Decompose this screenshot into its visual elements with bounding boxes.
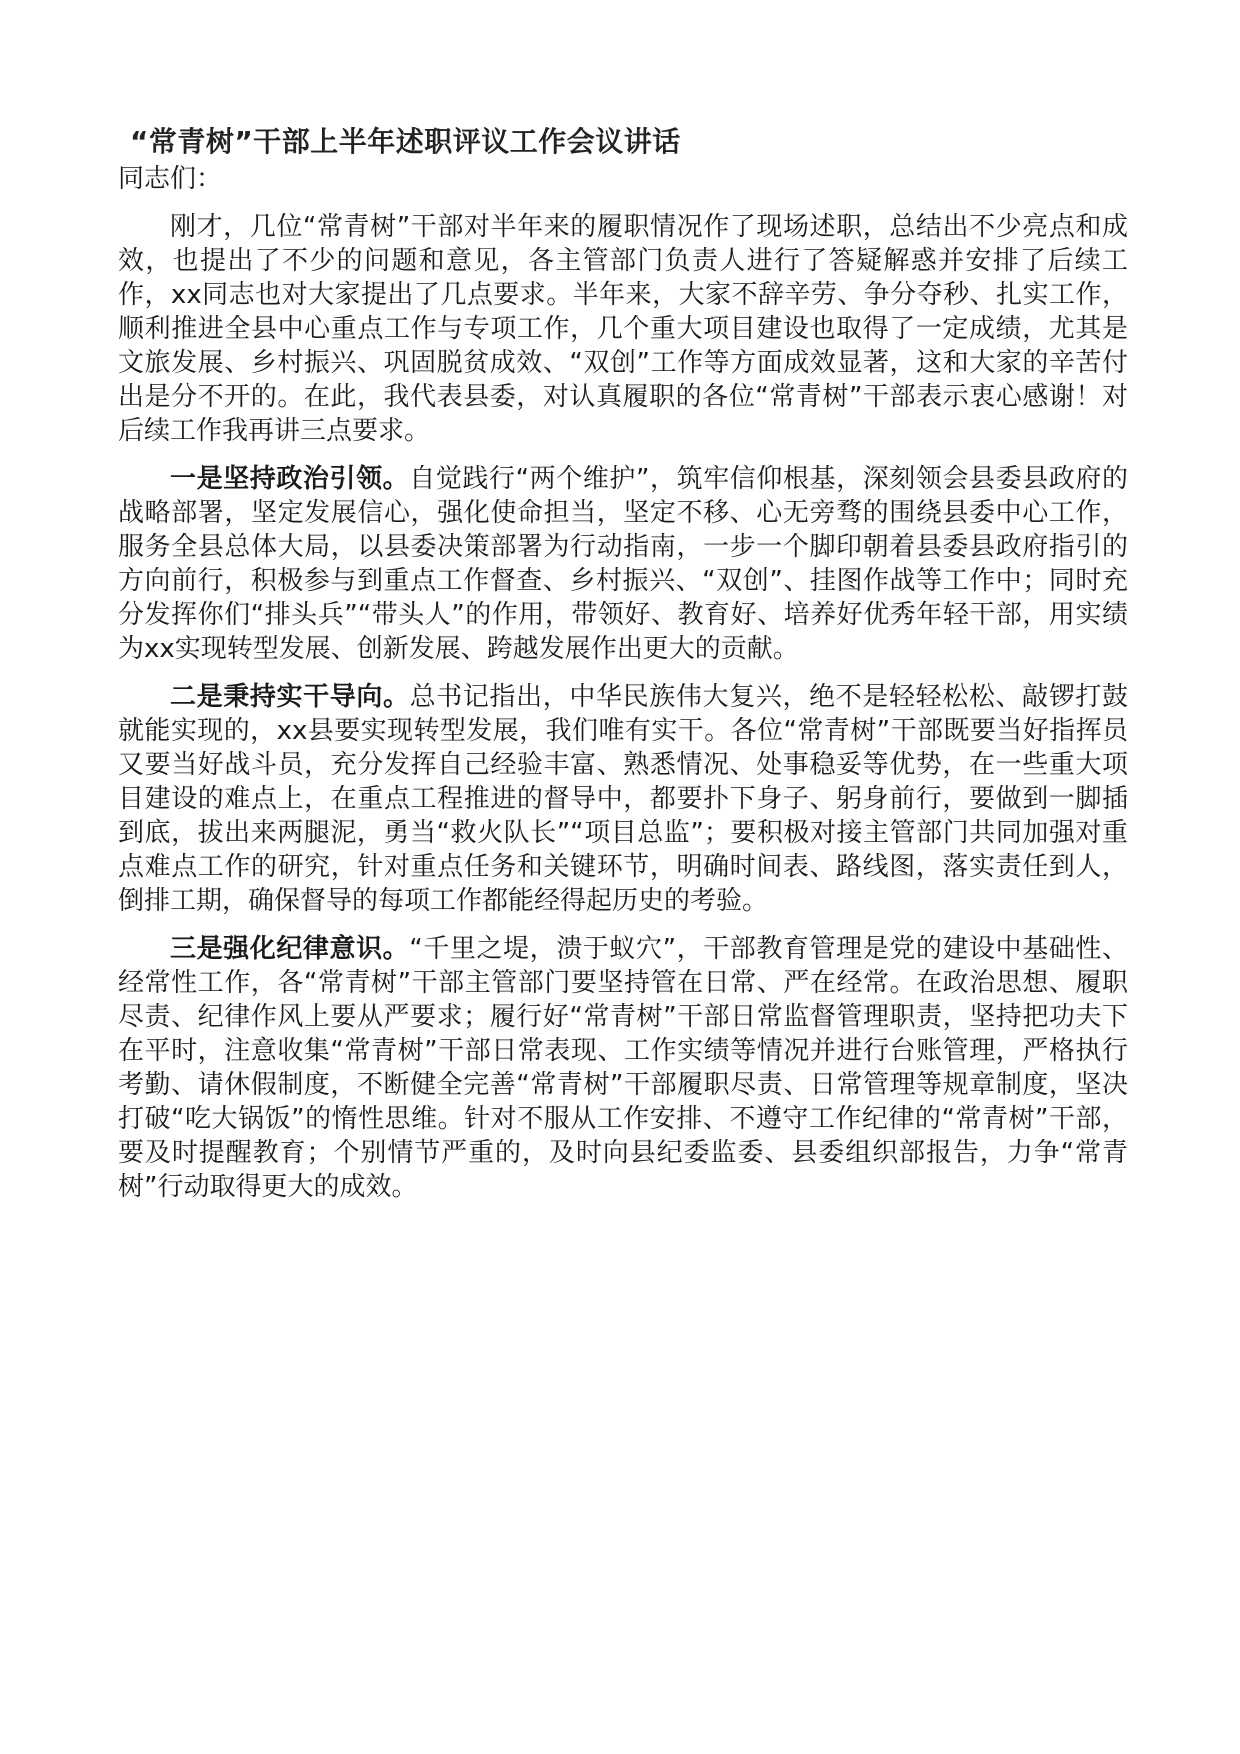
paragraph-intro-text: 刚才，几位“常青树”干部对半年来的履职情况作了现场述职，总结出不少亮点和成效，也提出了不少的问题和意见，各主管部门负责人进行了答疑解惑并安排了后续工作，xx同志也对大家提出了几点要求。半年来，大家不辞辛劳、争分夺秒、扎实工作，顺利推进全县中心重点工作与专项工作，几个重大项目建设也取得了一定成绩，尤其是文旅发展、乡村振兴、巩固脱贫成效、“双创”工作等方面成效显著，这和大家的辛苦付出是分不开的。在此，我代表县委，对认真履职的各位“常青树”干部表示衷心感谢！对后续工作我再讲三点要求。 <box>118 212 1128 446</box>
document-title: “常青树”干部上半年述职评议工作会议讲话 <box>130 125 681 158</box>
salutation: 同志们： <box>118 164 223 194</box>
paragraph-point-2 <box>118 680 1128 918</box>
paragraph-point-1 <box>118 462 1128 666</box>
paragraph-point-3-text: “千里之堤，溃于蚁穴”，干部教育管理是党的建设中基础性、经常性工作，各“常青树”干部主管部门要坚持管在日常、严在经常。在政治思想、履职尽责、纪律作风上要从严要求；履行好“常青树”干部日常监督管理职责，坚持把功夫下在平时，注意收集“常青树”干部日常表现、工作实绩等情况并进行台账管理，严格执行考勤、请休假制度，不断健全完善“常青树”干部履职尽责、日常管理等规章制度，坚决打破“吃大锅饭”的惰性思维。针对不服从工作安排、不遵守工作纪律的“常青树”干部，要及时提醒教育；个别情节严重的，及时向县纪委监委、县委组织部报告，力争“常青树”行动取得更大的成效。 <box>118 934 1128 1202</box>
document-page <box>118 122 1128 1218</box>
paragraph-point-1-lead: 一是坚持政治引领。 <box>170 464 410 494</box>
paragraph-intro <box>118 210 1128 448</box>
paragraph-point-3 <box>118 932 1128 1204</box>
paragraph-point-2-text: 总书记指出，中华民族伟大复兴，绝不是轻轻松松、敲锣打鼓就能实现的，xx县要实现转型发展，我们唯有实干。各位“常青树”干部既要当好指挥员又要当好战斗员，充分发挥自己经验丰富、熟悉情况、处事稳妥等优势，在一些重大项目建设的难点上，在重点工程推进的督导中，都要扑下身子、躬身前行，要做到一脚插到底，拔出来两腿泥，勇当“救火队长”“项目总监”；要积极对接主管部门共同加强对重点难点工作的研究，针对重点任务和关键环节，明确时间表、路线图，落实责任到人，倒排工期，确保督导的每项工作都能经得起历史的考验。 <box>118 682 1128 916</box>
paragraph-point-3-lead: 三是强化纪律意识。 <box>170 934 410 964</box>
paragraph-point-1-text: 自觉践行“两个维护”，筑牢信仰根基，深刻领会县委县政府的战略部署，坚定发展信心，强化使命担当，坚定不移、心无旁骛的围绕县委中心工作，服务全县总体大局，以县委决策部署为行动指南，一步一个脚印朝着县委县政府指引的方向前行，积极参与到重点工作督查、乡村振兴、“双创”、挂图作战等工作中；同时充分发挥你们“排头兵”“带头人”的作用，带领好、教育好、培养好优秀年轻干部，用实绩为xx实现转型发展、创新发展、跨越发展作出更大的贡献。 <box>118 464 1128 664</box>
paragraph-point-2-lead: 二是秉持实干导向。 <box>170 682 410 712</box>
